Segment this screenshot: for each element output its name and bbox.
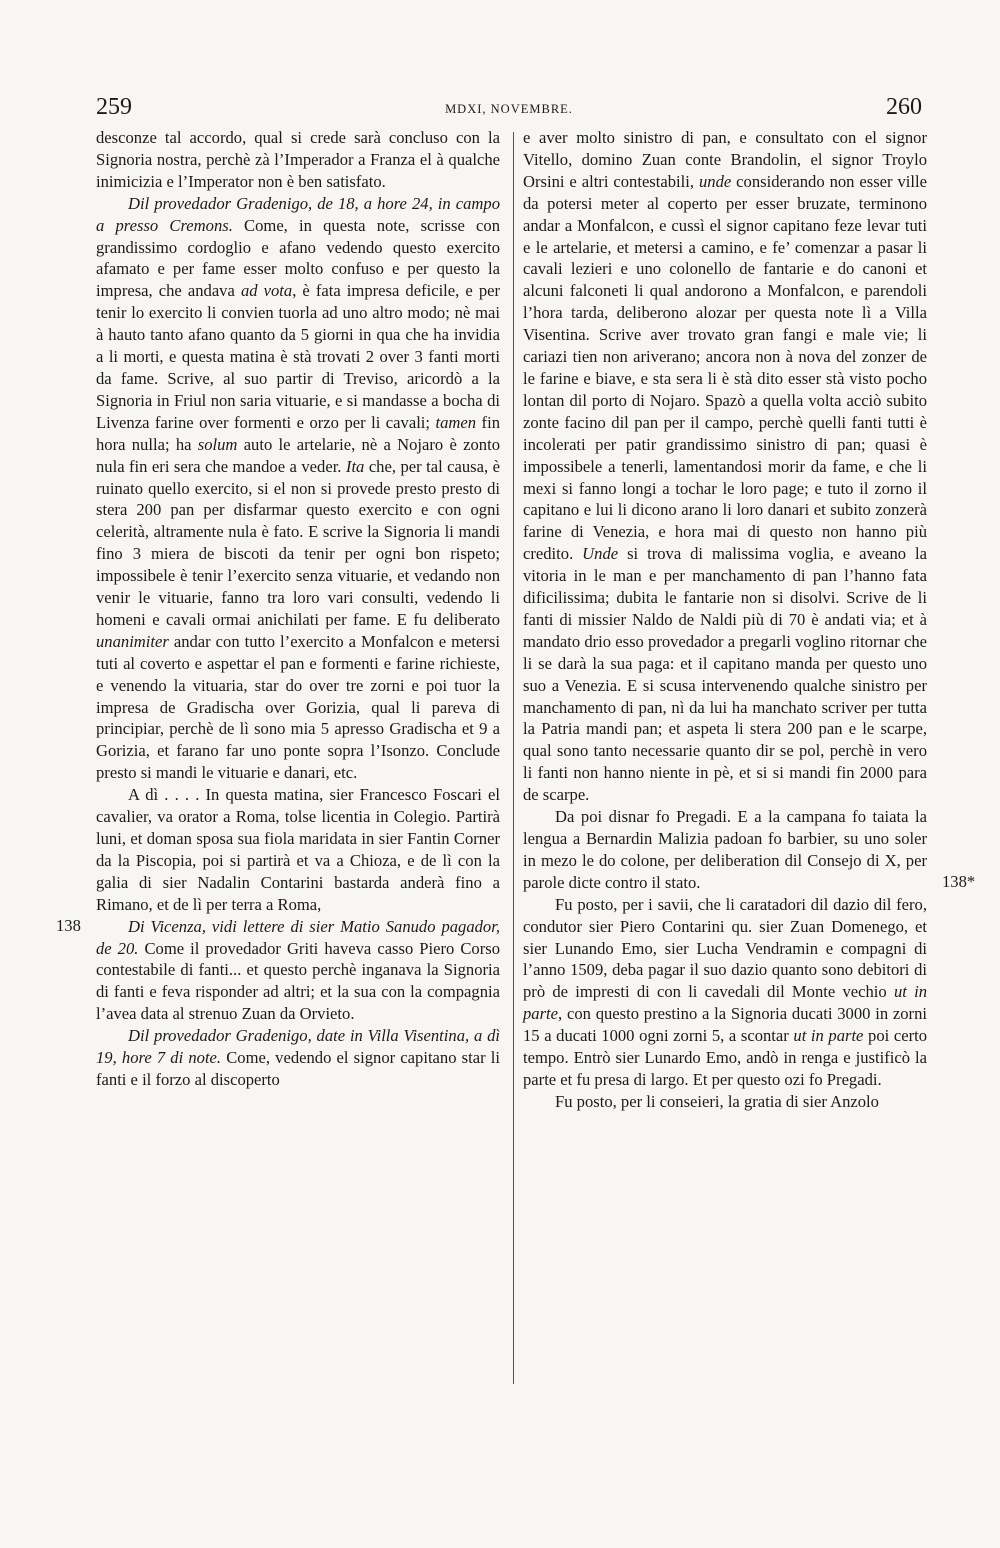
letter-heading: Di Vicenza, vidi lettere di sier Matio Sanudo pagador, de 20.: [96, 916, 500, 958]
paragraph: Di Vicenza, vidi lettere di sier Matio Sanudo pagador, de 20. Come il provedador Griti haveva casso Piero Corso contestabile di fanti... et questo perchè inganava la Signoria di fanti e feva risponder ad altri; et la sua con la compagnia l’avea data al strenuo Zuan da Orvieto.: [96, 916, 500, 1024]
paragraph: Fu posto, per li conseieri, la gratia di sier Anzolo: [555, 1091, 879, 1111]
margin-note-right: 138*: [942, 872, 976, 891]
paragraph: Dil provedador Gradenigo, date in Villa Visentina, a dì 19, hore 7 di note. Come, vedendo el signor capitano star li fanti e il forzo al discoperto: [96, 1026, 500, 1089]
running-title: MDXI, NOVEMBRE.: [445, 102, 573, 116]
paragraph: desconze tal accordo, qual si crede sarà concluso con la Signoria nostra, perchè zà l’Imperador a Franza el à qualche inimicizia e l’Imperator non è ben satisfato.: [96, 128, 500, 191]
paragraph: e aver molto sinistro di pan, e consultato con el signor Vitello, domino Zuan conte Brandolin, el signor Troylo Orsini e altri contestabili, unde considerando non esser ville da potersi meter al coperto per esser bruzate, terminono andar a Monfalcon, e cussì el signor capitano feze levar tuti e le artelarie, et metersi a camino, e fe’ comenzar a pasar li cavali lezieri e uno colonello de fantarie e do canoni et alcuni falconeti li qual andorono a Monfalcon, e parendoli l’hora tarda, deliberono alozar per questa note lì a Villa Visentina. Scrive aver trovato gran fangi e male vie; li cariazi tien non ariverano; ancora non à nova del zonzer de le farine e biave, e sta sera li è stà dito esser stà visto pocho lontan dil porto di Nojaro. Spazò a quella volta acciò subito zonte facino dil pan per il campo, perchè quelli fanti tutti è incolerati per patir grandissimo sinistro di pan; quasi è impossibele a tenerli, lamentandosi morir da fame, e che li mexi si fanno longi a tochar le loro page; e tuto il zorno il capitano e lui li dicono arano li loro danari et subito zonzerà farine di Venezia, e hora mai di questo non hanno più credito. Unde si trova di malissima voglia, e aveano la vitoria in le man e per manchamento di pan l’hanno fata dificilissima; dubita le fantarie non si disolvi. Scrive de li fanti di missier Naldo de Naldi più di 70 è andati via; et à mandato drio esso provedador a pregarli voglino ritornar che li se darà la sua paga: et il capitano manda per questo uno suo a Venezia. E si scusa intervenendo qualche sinistro per manchamento di pan, nì da lui ha manchato scriver per tutta la Patria mandi pan; et aspeta li stera 200 pan e le scarpe, qual sono tanto necessarie quanto dir se pol, perchè in vero li fanti non hanno niente in pè, et si si mandi fin 2000 para de scarpe.: [523, 128, 928, 805]
letter-heading: Dil provedador Gradenigo, date in Villa Visentina, a dì 19, hore 7 di note.: [96, 1026, 500, 1068]
page-header: [96, 94, 922, 124]
left-column: [96, 127, 500, 1091]
column-divider: [513, 132, 514, 1384]
margin-note-left: 138: [56, 916, 81, 935]
page-number-right: 260: [886, 94, 922, 120]
letter-heading: Dil provedador Gradenigo, de 18, a hore 24, in campo a presso Cremons.: [96, 193, 500, 235]
page-number-left: 259: [96, 94, 132, 120]
paragraph: A dì . . . . In questa matina, sier Francesco Foscari el cavalier, va orator a Roma, tolse licentia in Colegio. Partirà luni, et doman sposa sua fiola maridata in sier Fantin Corner da la Piscopia, poi si partirà et va a Chioza, e de lì con la galia di sier Nadalin Contarini bastarda anderà fino a Rimano, et de lì per terra a Roma,: [96, 785, 500, 914]
paragraph: Dil provedador Gradenigo, de 18, a hore 24, in campo a presso Cremons. Come, in questa note, scrisse con grandissimo cordoglio e afano vedendo questo exercito afamato e per fame esser molto confuso e per questo la impresa, che andava ad vota, è fata impresa deficile, e per tenir lo exercito li convien tuorla ad uno altro modo; nè mai à hauto tanto afano quanto da 5 giorni in qua che ha invidia a li morti, e questa matina è stà trovati 2 over 3 fanti morti da fame. Scrive, al suo partir di Treviso, aricordò a la Signoria in Friul non saria vituarie, e si mandasse a bocha di Livenza farine over formenti e orzo per li cavali; tamen fin hora nulla; ha solum auto le artelarie, nè a Nojaro è zonto nula fin eri sera che mandoe a veder. Ita che, per tal causa, è ruinato quello exercito, si el non si provede presto presto di stera 200 pan per disfarmar questo exercito e con ogni celerità, altramente nula è fato. E scrive la Signoria li mandi fino 3 miera de biscoti da tenir per ogni bon rispeto; impossibele è tenir l’exercito senza vituarie, et vedando non venir le vituarie, fanno tra loro vari consulti, vedendo li homeni e cavali ormai anichilati per fame. E fu deliberato unanimiter andar con tutto l’exercito a Monfalcon e metersi tuti al coverto e aspettar el pan e formenti e farine richieste, e venendo la vituaria, star do over tre zorni e poi tuor la impresa de Gradischa over Gorizia, qual li pareva di principiar, perchè de lì sono mia 5 apresso Gradischa et 9 a Gorizia, et farano far uno ponte sopra l’Isonzo. Conclude presto si mandi le vituarie e danari, etc.: [96, 193, 501, 783]
paragraph: Da poi disnar fo Pregadi. E a la campana fo taiata la lengua a Bernardin Malizia padoan fo barbier, su uno soler in mezo le do colone, per deliberation dil Consejo di X, per parole dicte contro il stato.: [523, 807, 927, 892]
right-column: [523, 127, 927, 1113]
paragraph: Fu posto, per i savii, che li caratadori dil dazio dil fero, condutor sier Piero Contarini qu. sier Zuan Domenego, et sier Lunando Emo, sier Lucha Vendramin e compagni di l’anno 1509, deba pagar il suo dazio quanto sono debitori di prò de impresti di con li cavedali dil Monte vechio ut in parte, con questo prestino a la Signoria ducati 3000 in zorni 15 a ducati 1000 ogni zorni 5, a scontar ut in parte poi certo tempo. Entrò sier Lunardo Emo, andò in renga e justificò la parte et fu presa di largo. Et per questo ozi fo Pregadi.: [523, 894, 927, 1089]
